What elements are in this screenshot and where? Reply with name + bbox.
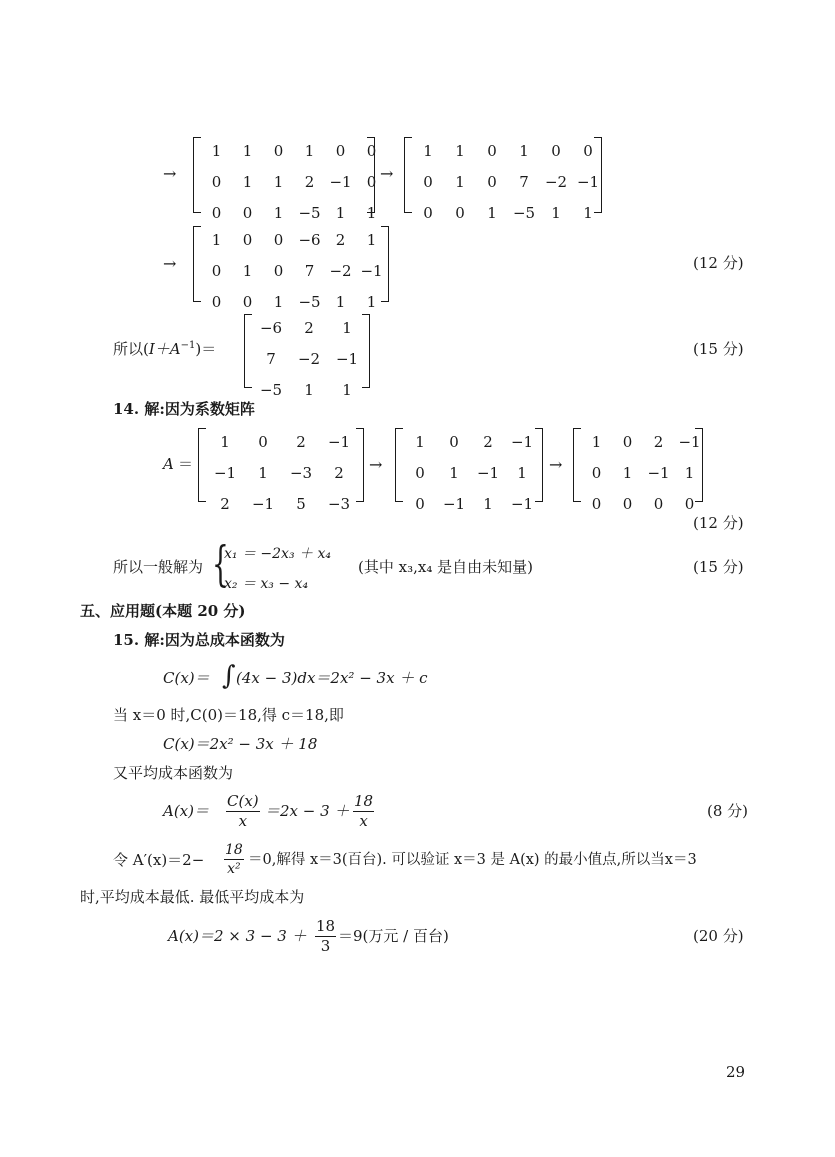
q14-intro: 14. 解:因为系数矩阵 (113, 400, 255, 418)
matrix-cell: 0 (423, 204, 433, 222)
matrix-cell: −1 (476, 464, 500, 482)
q15-min-lhs: A(x)＝2 × 3 − 3 ＋ (168, 927, 307, 945)
matrix-cell: 0 (455, 204, 465, 222)
arrow-1: → (163, 164, 177, 183)
matrix-cell: −1 (213, 464, 237, 482)
arrow-3: → (163, 254, 177, 273)
matrix-cell: 1 (483, 495, 493, 513)
matrix-cell: 2 (304, 173, 315, 191)
q14-general-label: 所以一般解为 (113, 558, 204, 576)
matrix-cell: −1 (335, 350, 359, 368)
matrix-cell: −1 (510, 433, 534, 451)
matrix-cell: −1 (647, 464, 670, 482)
matrix-cell: 0 (415, 464, 425, 482)
matrix-a-step-2 (395, 428, 543, 513)
matrix-cell: 2 (220, 495, 230, 513)
q14-equation-1: x₁ ＝ −2x₃ ＋ x₄ (224, 546, 331, 562)
matrix-cell: 1 (366, 293, 377, 311)
matrix-cell: 2 (653, 433, 664, 451)
matrix-cell: 1 (366, 231, 377, 249)
matrix-cell: 1 (220, 433, 230, 451)
matrix-cell: 0 (242, 231, 253, 249)
matrix-inverse (244, 314, 370, 399)
matrix-cell: −2 (297, 350, 321, 368)
arrow-2: → (380, 164, 394, 183)
matrix-cell: −5 (512, 204, 536, 222)
matrix-cell: 1 (455, 173, 465, 191)
matrix-cell: 2 (483, 433, 493, 451)
matrix-cell: 0 (273, 262, 284, 280)
matrix-cell: 1 (304, 142, 315, 160)
matrix-step-1 (193, 137, 377, 222)
matrix-cell: 1 (242, 173, 253, 191)
matrix-step-2 (404, 137, 602, 222)
q13-result-label: 所以$(I+A^{-1})=$ (113, 340, 217, 358)
matrix-cell: 1 (415, 433, 425, 451)
matrix-bracket-left (404, 137, 412, 213)
score-8: (8 分) (707, 802, 749, 820)
matrix-cell: 1 (211, 142, 222, 160)
matrix-cell: 0 (622, 433, 633, 451)
matrix-cell: 0 (273, 142, 284, 160)
q15-intro: 15. 解:因为总成本函数为 (113, 631, 285, 649)
matrix-a (198, 428, 364, 513)
matrix-cell: −6 (259, 319, 283, 337)
matrix-cell: 0 (242, 204, 253, 222)
q15-min-fraction: $\frac{18}{3}$ (316, 917, 336, 955)
matrix-cell: 1 (622, 464, 633, 482)
matrix-cell: 0 (423, 173, 433, 191)
matrix-cell: 1 (449, 464, 459, 482)
matrix-cell: 0 (366, 173, 377, 191)
matrix-cell: 0 (211, 173, 222, 191)
matrix-cell: 1 (304, 381, 314, 399)
matrix-cell: 7 (266, 350, 276, 368)
matrix-bracket-left (193, 137, 201, 213)
integral-sign: ∫ (222, 661, 236, 691)
matrix-cell: 0 (211, 262, 222, 280)
section-5-title: 五、应用题(本题 20 分) (80, 602, 246, 620)
matrix-bracket-left (573, 428, 581, 502)
q15-let-fraction: $\frac{18}{\text{x²}}$ (225, 842, 243, 877)
matrix-cell: −5 (259, 381, 283, 399)
matrix-bracket-left (198, 428, 206, 502)
matrix-cell: 0 (583, 142, 593, 160)
matrix-cell: 1 (366, 204, 377, 222)
q14-free-vars-note: (其中 x₃,x₄ 是自由未知量) (358, 558, 533, 576)
matrix-cell: −2 (544, 173, 568, 191)
q15-avg-lhs: A(x)＝ (163, 802, 209, 820)
matrix-cell: −1 (327, 433, 351, 451)
matrix-cell: 0 (622, 495, 633, 513)
matrix-bracket-left (244, 314, 252, 388)
page-number: 29 (726, 1063, 746, 1081)
q14-matrix-name: A (163, 455, 174, 473)
matrix-cell: −3 (289, 464, 313, 482)
matrix-cell: 1 (273, 204, 284, 222)
matrix-cell: 1 (591, 433, 602, 451)
score-15-a: (15 分) (693, 340, 744, 358)
matrix-cell: 0 (415, 495, 425, 513)
matrix-cell: −1 (251, 495, 275, 513)
matrix-cell: 0 (487, 142, 497, 160)
matrix-cell: 1 (684, 464, 695, 482)
q15-integral-body: (4x − 3)dx＝2x² − 3x ＋ c (236, 669, 428, 687)
matrix-cell: 1 (423, 142, 433, 160)
matrix-cell: −5 (298, 293, 321, 311)
matrix-cell: 1 (342, 381, 352, 399)
matrix-cell: 0 (487, 173, 497, 191)
matrix-cell: −2 (329, 262, 352, 280)
matrix-cell: 2 (304, 319, 314, 337)
score-12-a: (12 分) (693, 254, 744, 272)
matrix-cell: 2 (334, 464, 344, 482)
matrix-cell: 1 (487, 204, 497, 222)
matrix-cell: −3 (327, 495, 351, 513)
q14-equation-2: x₂ ＝ x₃ − x₄ (224, 576, 309, 592)
matrix-cell: 1 (335, 204, 346, 222)
matrix-cell: 1 (273, 293, 284, 311)
matrix-cell: 2 (296, 433, 306, 451)
score-12-b: (12 分) (693, 514, 744, 532)
matrix-bracket-left (395, 428, 403, 502)
matrix-cell: 1 (583, 204, 593, 222)
matrix-cell: −6 (298, 231, 321, 249)
matrix-cell: 1 (342, 319, 352, 337)
matrix-cell: −1 (360, 262, 383, 280)
matrix-cell: 0 (591, 495, 602, 513)
q15-avg-intro: 又平均成本函数为 (113, 764, 234, 782)
matrix-cell: −5 (298, 204, 321, 222)
matrix-cell: 0 (653, 495, 664, 513)
matrix-cell: 1 (517, 464, 527, 482)
matrix-cell: 1 (273, 173, 284, 191)
system-brace: { (212, 536, 229, 592)
matrix-step-3 (193, 226, 389, 311)
matrix-cell: 0 (242, 293, 253, 311)
matrix-a-step-3 (573, 428, 703, 513)
matrix-cell: 1 (335, 293, 346, 311)
q15-cost-final: C(x)＝2x² − 3x ＋ 18 (163, 735, 318, 753)
matrix-cell: 1 (519, 142, 529, 160)
matrix-cell: 1 (455, 142, 465, 160)
score-15-b: (15 分) (693, 558, 744, 576)
matrix-cell: 0 (551, 142, 561, 160)
matrix-cell: −1 (576, 173, 600, 191)
matrix-cell: 1 (242, 262, 253, 280)
matrix-cell: 0 (684, 495, 695, 513)
q15-when-text: 当 x＝0 时,C(0)＝18,得 c＝18,即 (113, 706, 344, 724)
matrix-cell: 0 (366, 142, 377, 160)
matrix-cell: 0 (449, 433, 459, 451)
q15-cost-lhs: C(x)＝ (163, 669, 210, 687)
matrix-cell: 1 (551, 204, 561, 222)
arrow-5: → (549, 455, 563, 474)
matrix-cell: 1 (211, 231, 222, 249)
arrow-4: → (369, 455, 383, 474)
matrix-cell: −1 (442, 495, 466, 513)
q15-min-rhs: ＝9(万元 / 百台) (338, 927, 449, 945)
matrix-cell: −1 (510, 495, 534, 513)
q15-let-suffix: ＝0,解得 x＝3(百台). 可以验证 x＝3 是 A(x) 的最小值点,所以当x＝3 (248, 852, 697, 868)
q14-equals: ＝ (178, 455, 194, 473)
matrix-cell: 5 (296, 495, 306, 513)
matrix-cell: 1 (242, 142, 253, 160)
matrix-cell: 0 (258, 433, 268, 451)
q15-conclusion: 时,平均成本最低. 最低平均成本为 (80, 888, 305, 906)
matrix-cell: 2 (335, 231, 346, 249)
matrix-cell: 0 (591, 464, 602, 482)
matrix-cell: 7 (304, 262, 315, 280)
matrix-cell: 1 (258, 464, 268, 482)
matrix-bracket-left (193, 226, 201, 302)
matrix-cell: −1 (678, 433, 701, 451)
q15-let-prefix: 令 A′(x)＝2− (113, 851, 205, 869)
q15-avg-mid: ＝2x − 3 ＋ (265, 802, 350, 820)
matrix-cell: −1 (329, 173, 352, 191)
matrix-cell: 0 (211, 293, 222, 311)
q15-avg-fraction-2: $\frac{18}{x}$ (354, 792, 374, 830)
score-20: (20 分) (693, 927, 744, 945)
matrix-cell: 0 (335, 142, 346, 160)
matrix-cell: 0 (211, 204, 222, 222)
q15-avg-fraction: $\frac{C(x)}{x}$ (227, 792, 259, 830)
matrix-cell: 0 (273, 231, 284, 249)
matrix-cell: 7 (519, 173, 529, 191)
